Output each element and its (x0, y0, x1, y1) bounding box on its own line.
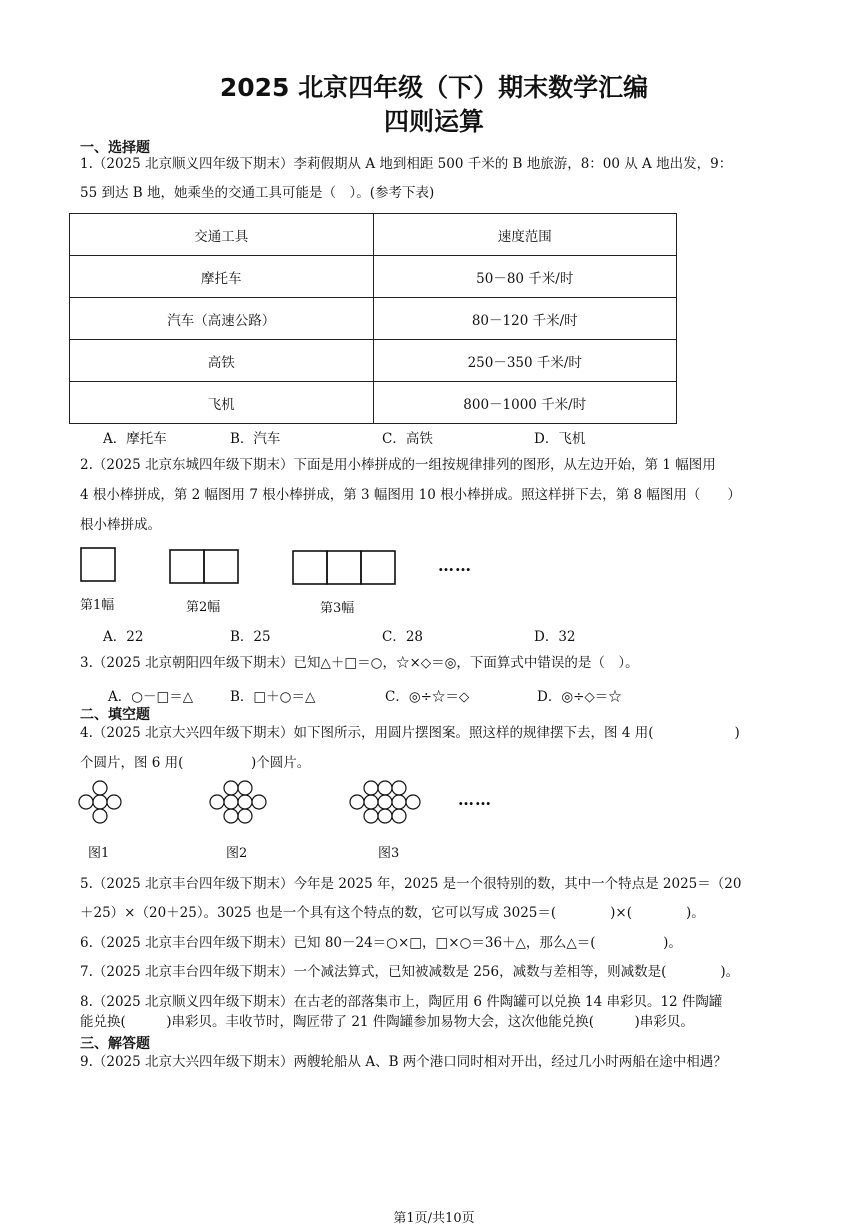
figure-ellipsis: …… (438, 556, 472, 575)
section-heading-answer: 三、解答题 (80, 1036, 150, 1052)
table-header-cell: 交通工具 (70, 214, 374, 256)
figure-label: 第1幅 (80, 598, 115, 613)
q2-option-a: A．22 (103, 629, 144, 645)
question-1-line-1: 1.（2025 北京顺义四年级下期末）李莉假期从 A 地到相距 500 千米的 B 地旅游，8：00 从 A 地出发，9： (80, 156, 733, 172)
circle-figure-1 (79, 781, 121, 823)
table-cell: 飞机 (70, 382, 374, 424)
q1-option-a: A．摩托车 (103, 431, 167, 447)
table-row (70, 382, 677, 424)
table-cell: 800－1000 千米/时 (373, 382, 677, 424)
question-6-line-1: 6.（2025 北京丰台四年级下期末）已知 80－24＝○×□，□×○＝36＋△，那么△＝( )。 (80, 935, 682, 951)
q2-option-b: B．25 (230, 629, 271, 645)
figure-label: 第2幅 (186, 600, 221, 615)
q2-option-d: D．32 (534, 629, 576, 645)
section-heading-fill: 二、填空题 (80, 707, 150, 723)
figure-label: 图1 (88, 846, 110, 861)
figure-label: 图2 (226, 846, 248, 861)
figure-ellipsis: …… (458, 790, 492, 809)
question-4-line-1: 4.（2025 北京大兴四年级下期末）如下图所示，用圆片摆图案。照这样的规律摆下去，图 4 用( ) (80, 725, 740, 741)
table-header-row (70, 214, 677, 256)
table-cell: 高铁 (70, 340, 374, 382)
question-1-line-2: 55 到达 B 地，她乘坐的交通工具可能是（ ）。(参考下表) (80, 185, 435, 201)
q2-option-c: C．28 (382, 629, 424, 645)
figure-label: 第3幅 (320, 601, 355, 616)
q3-option-d: D．◎÷◇＝☆ (537, 689, 622, 705)
table-cell: 摩托车 (70, 256, 374, 298)
question-7-line-1: 7.（2025 北京丰台四年级下期末）一个减法算式，已知被减数是 256，减数与差相等，则减数是( )。 (80, 964, 740, 980)
question-3-line-1: 3.（2025 北京朝阳四年级下期末）已知△＋□＝○，☆×◇＝◎，下面算式中错误的是（ ）。 (80, 655, 639, 671)
table-cell: 50－80 千米/时 (373, 256, 677, 298)
question-2-line-2: 4 根小棒拼成，第 2 幅图用 7 根小棒拼成，第 3 幅图用 10 根小棒拼成。照这样拼下去，第 8 幅图用（ ） (80, 487, 741, 503)
stick-figure-1 (81, 548, 115, 581)
q3-option-b: B．□＋○＝△ (230, 689, 316, 705)
stick-squares-figure (78, 545, 498, 590)
section-heading-choice: 一、选择题 (80, 140, 150, 156)
q1-option-c: C．高铁 (382, 431, 433, 447)
table-header-cell: 速度范围 (373, 214, 677, 256)
q3-option-a: A．○－□＝△ (108, 689, 194, 705)
table-row (70, 298, 677, 340)
question-4-line-2: 个圆片，图 6 用( )个圆片。 (80, 755, 311, 771)
question-2-line-1: 2.（2025 北京东城四年级下期末）下面是用小棒拼成的一组按规律排列的图形，从左边开始，第 1 幅图用 (80, 457, 716, 473)
q3-option-c: C．◎÷☆＝◇ (385, 689, 470, 705)
circle-pattern-figure (76, 779, 426, 827)
table-cell: 80－120 千米/时 (373, 298, 677, 340)
question-5-line-2: ＋25）×（20＋25）。3025 也是一个具有这个特点的数，它可以写成 3025＝( )×( )。 (80, 905, 705, 921)
table-cell: 250－350 千米/时 (373, 340, 677, 382)
page-title: 2025 北京四年级（下）期末数学汇编 (219, 73, 649, 102)
stick-figure-3 (293, 551, 395, 584)
page-subtitle: 四则运算 (383, 107, 484, 136)
table-row (70, 340, 677, 382)
question-8-line-2: 能兑换( )串彩贝。丰收节时，陶匠带了 21 件陶罐参加易物大会，这次他能兑换( )串彩贝。 (80, 1014, 694, 1030)
figure-label: 图3 (378, 846, 400, 861)
page-number: 第1页/共10页 (393, 1211, 475, 1226)
q1-option-b: B．汽车 (230, 431, 281, 447)
circle-figure-3 (350, 781, 420, 823)
question-8-line-1: 8.（2025 北京顺义四年级下期末）在古老的部落集市上，陶匠用 6 件陶罐可以兑换 14 串彩贝。12 件陶罐 (80, 994, 723, 1010)
q1-option-d: D．飞机 (534, 431, 586, 447)
table-row (70, 256, 677, 298)
question-5-line-1: 5.（2025 北京丰台四年级下期末）今年是 2025 年，2025 是一个很特别的数，其中一个特点是 2025＝（20 (80, 876, 742, 892)
circle-figure-2 (210, 781, 266, 823)
stick-figure-2 (170, 550, 238, 583)
question-9-line-1: 9.（2025 北京大兴四年级下期末）两艘轮船从 A、B 两个港口同时相对开出，经过几小时两船在途中相遇？ (80, 1054, 727, 1070)
question-2-line-3: 根小棒拼成。 (80, 517, 161, 533)
speed-table (69, 213, 677, 424)
table-cell: 汽车（高速公路） (70, 298, 374, 340)
